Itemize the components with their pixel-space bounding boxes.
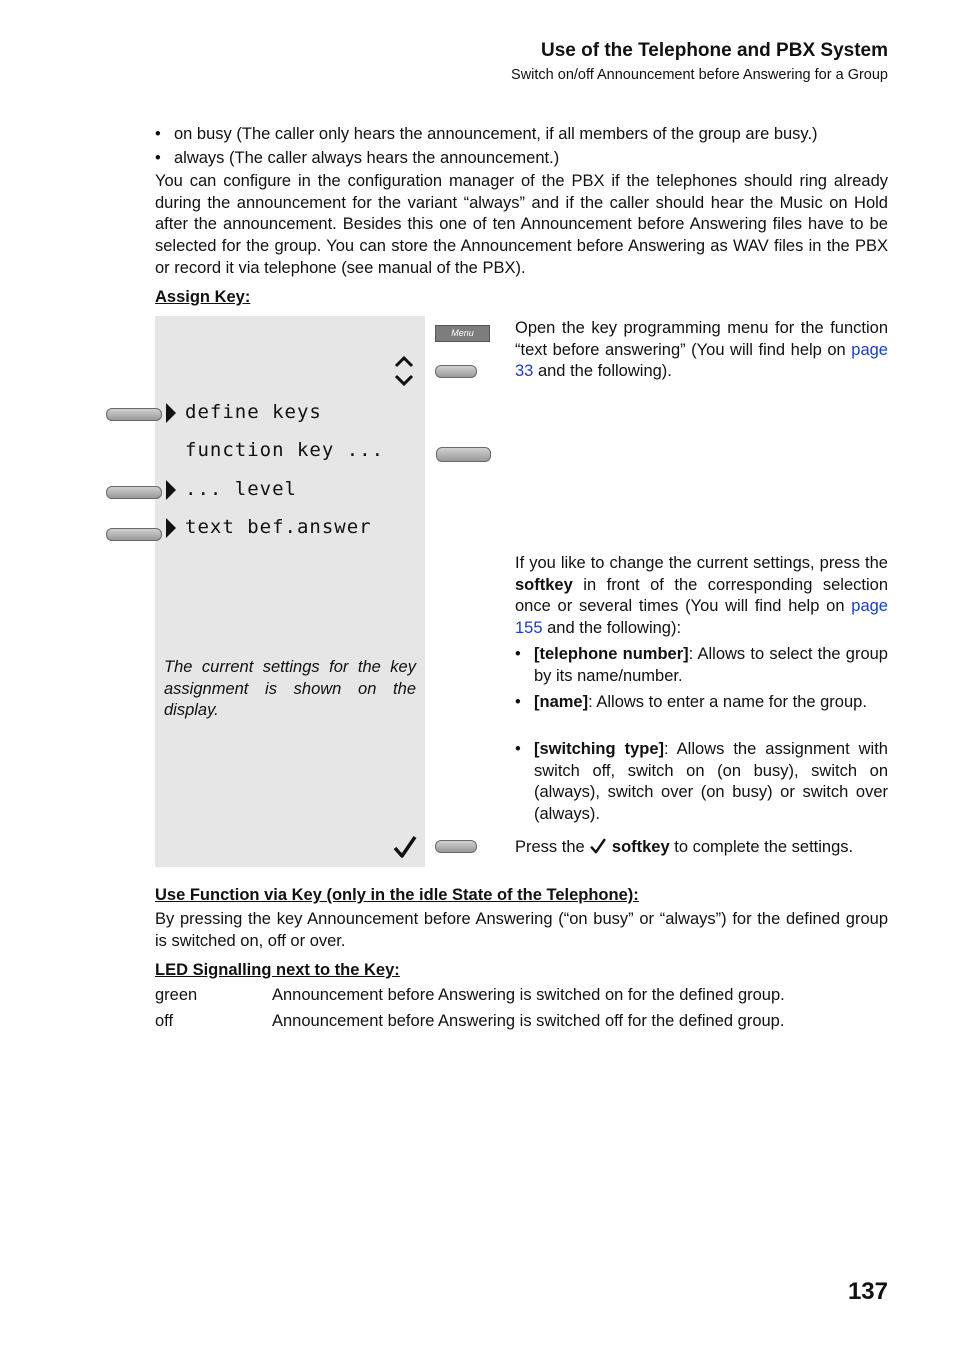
display-line-text-bef-answer: text bef.answer	[185, 516, 372, 538]
menu-key[interactable]: Menu	[435, 325, 490, 342]
page-155-link[interactable]: page 155	[515, 597, 888, 638]
use-function-text: By pressing the key Announcement before Answering (“on busy” or “always”) for the defined group is switched on, off or over.	[155, 910, 888, 950]
step-change-bold: softkey	[515, 575, 573, 594]
select-arrow-icon	[166, 518, 176, 538]
option-switching-type: • [switching type]: Allows the assignment with switch off, switch on (on busy), switch on (always), switch over (on busy) or switch over (always).	[515, 740, 888, 824]
page-33-link[interactable]: page 33	[515, 340, 888, 381]
display-panel	[155, 316, 425, 867]
led-state-green: green	[155, 986, 198, 1004]
scroll-key[interactable]	[435, 365, 477, 378]
ok-key[interactable]	[435, 840, 477, 853]
option-label: [telephone number]	[534, 645, 689, 663]
option-label: [name]	[534, 693, 589, 711]
assign-key-heading: Assign Key:	[155, 288, 251, 306]
step-open-menu-text-end: and the following).	[537, 362, 672, 381]
option-text: : Allows to select the group by its name/number.	[534, 645, 888, 685]
led-text-green: Announcement before Answering is switched on for the defined group.	[272, 986, 785, 1004]
intro-paragraph: You can configure in the configuration manager of the PBX if the telephones should ring already during the announcement for the variant “always” and if the caller should hear the Music on Hold after the announcement. Besides this one of ten Announcement before Answering files have to be selected for the group. You can store the Announcement before Answering as WAV files in the PBX or record it via telephone (see manual of the PBX).	[155, 172, 888, 277]
bullet-on-busy-text: on busy (The caller only hears the announcement, if all members of the group are busy.)	[174, 125, 818, 143]
page-number: 137	[847, 1278, 888, 1305]
step-complete-text: Press the	[515, 838, 585, 856]
display-line-function-key: function key ...	[185, 439, 385, 461]
left-softkey-1[interactable]	[106, 408, 162, 421]
led-text-off: Announcement before Answering is switched off for the defined group.	[272, 1012, 785, 1030]
step-complete-text-end: to complete the settings.	[674, 838, 854, 856]
step-open-menu-text: Open the key programming menu for the function “text before answering” (You will find help on	[515, 319, 888, 359]
running-header-subtitle: Switch on/off Announcement before Answering for a Group	[511, 67, 888, 83]
bullet-always-text: always (The caller always hears the announcement.)	[174, 149, 560, 167]
function-key[interactable]	[436, 447, 491, 462]
select-arrow-icon	[166, 480, 176, 500]
step-change-text-2: in front of the corresponding selection once or several times (You will find help on	[515, 575, 888, 616]
use-function-heading: Use Function via Key (only in the idle State of the Telephone):	[155, 886, 639, 904]
check-icon	[589, 837, 607, 855]
step-complete-bold: softkey	[611, 838, 670, 856]
up-down-arrows-icon	[393, 354, 415, 388]
step-change-settings	[515, 553, 888, 640]
left-softkey-2[interactable]	[106, 486, 162, 499]
option-label: [switching type]	[534, 740, 664, 758]
step-change-text-1: If you like to change the current settings, press the	[515, 554, 888, 572]
running-header-title: Use of the Telephone and PBX System	[540, 40, 888, 61]
display-note: The current settings for the key assignment is shown on the display.	[164, 658, 416, 720]
check-icon	[392, 834, 418, 860]
step-change-text-3: and the following):	[547, 619, 682, 638]
step-complete	[515, 837, 895, 859]
option-telephone-number: • [telephone number]: Allows to select the group by its name/number.	[515, 645, 888, 685]
option-text: : Allows the assignment with switch off, switch on (on busy), switch on (always), switch over (on busy) or switch over (always).	[534, 740, 888, 824]
option-name: • [name]: Allows to enter a name for the group.	[515, 693, 867, 711]
left-softkey-3[interactable]	[106, 528, 162, 541]
led-state-off: off	[155, 1012, 174, 1030]
option-text: : Allows to enter a name for the group.	[588, 693, 867, 711]
led-heading: LED Signalling next to the Key:	[155, 961, 400, 979]
display-line-level: ... level	[185, 478, 297, 500]
step-open-menu	[515, 318, 888, 383]
select-arrow-icon	[166, 403, 176, 423]
display-line-define-keys: define keys	[185, 401, 322, 423]
